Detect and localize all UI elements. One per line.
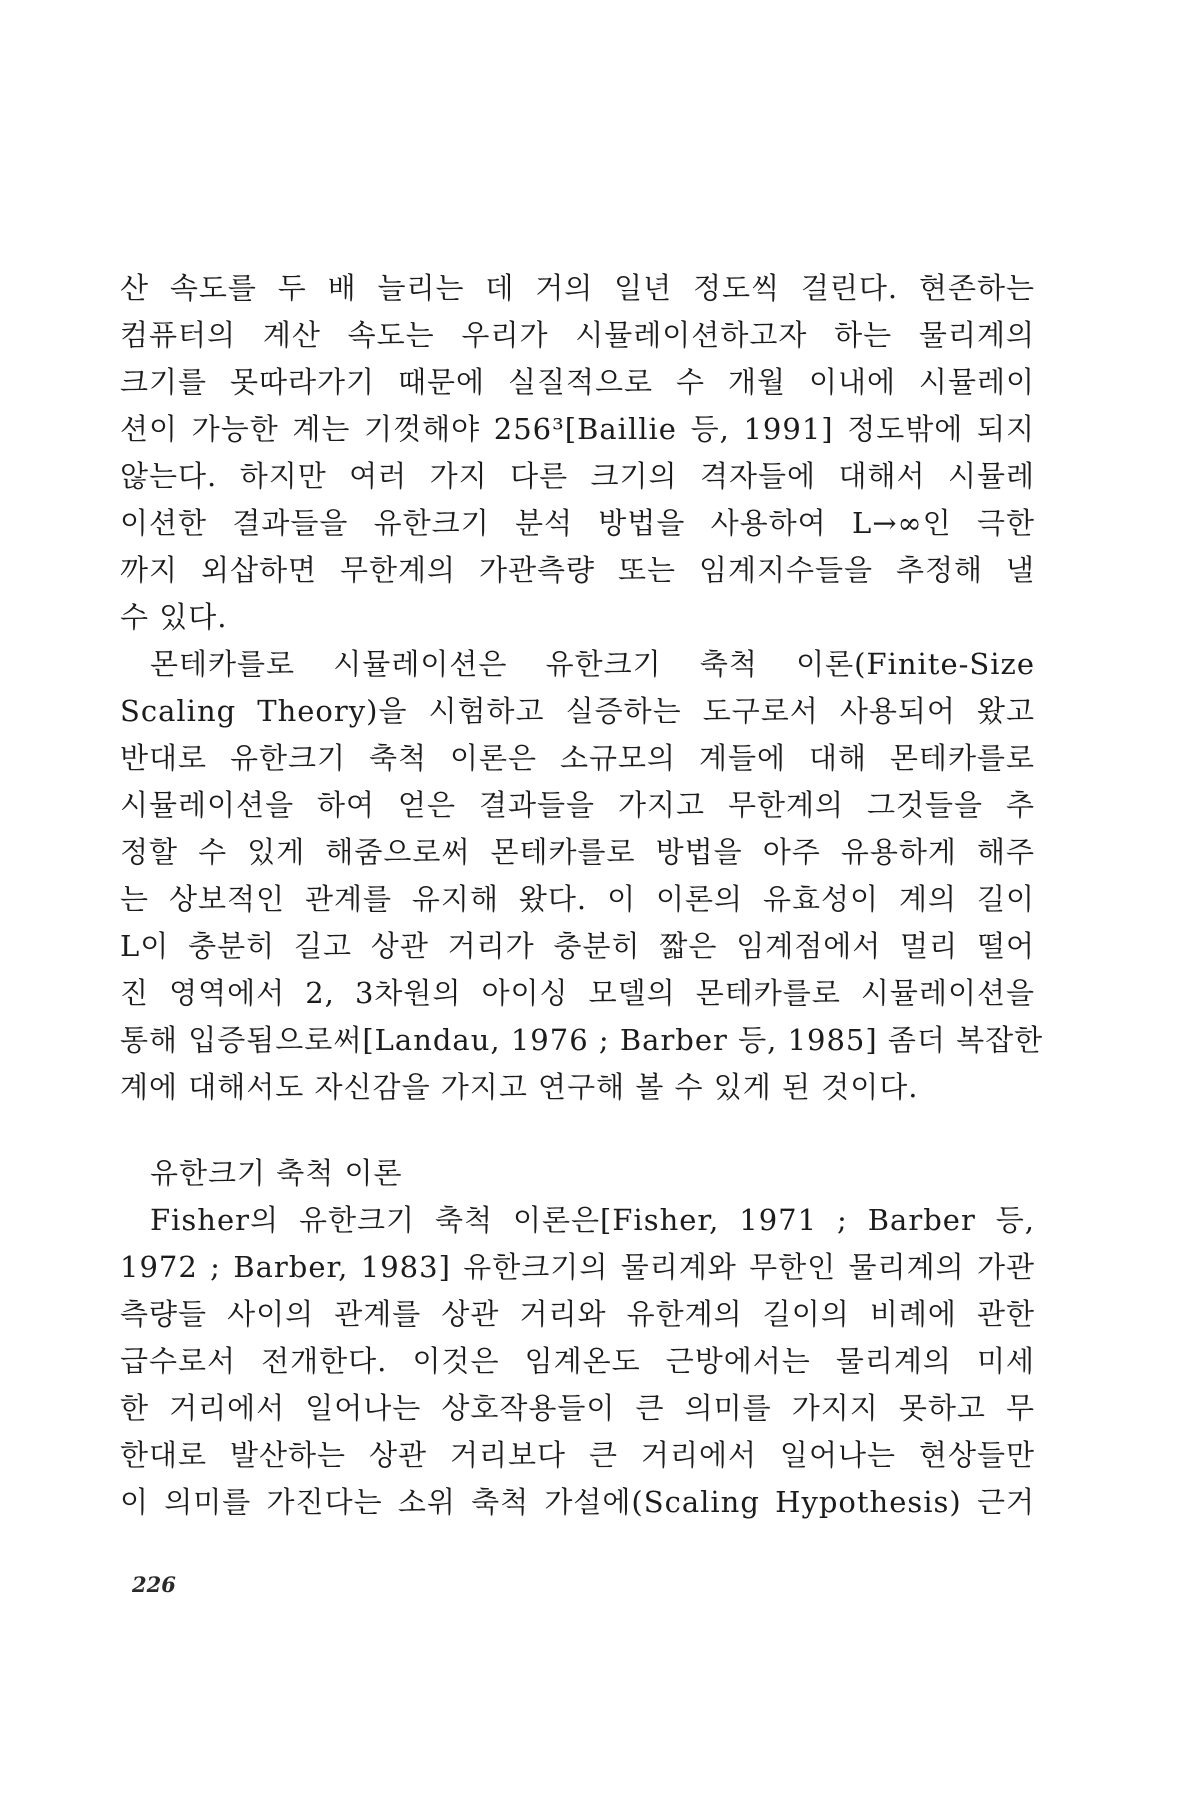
text-line: 한대로 발산하는 상관 거리보다 큰 거리에서 일어나는 현상들만 — [120, 1438, 1035, 1472]
text-line: 반대로 유한크기 축척 이론은 소규모의 계들에 대해 몬테카를로 — [120, 741, 1035, 775]
text-line: 진 영역에서 2, 3차원의 아이싱 모델의 몬테카를로 시뮬레이션을 — [120, 976, 1035, 1010]
text-line: 크기를 못따라가기 때문에 실질적으로 수 개월 이내에 시뮬레이 — [120, 365, 1035, 399]
text-line: 정할 수 있게 해줌으로써 몬테카를로 방법을 아주 유용하게 해주 — [120, 835, 1035, 869]
text-line: 컴퓨터의 계산 속도는 우리가 시뮬레이션하고자 하는 물리계의 — [120, 318, 1035, 352]
text-line: 는 상보적인 관계를 유지해 왔다. 이 이론의 유효성이 계의 길이 — [120, 882, 1035, 916]
text-line: Fisher의 유한크기 축척 이론은[Fisher, 1971 ; Barber 등, — [150, 1203, 1035, 1237]
text-line: 이션한 결과들을 유한크기 분석 방법을 사용하여 L→∞인 극한 — [120, 506, 1035, 540]
text-line: 시뮬레이션을 하여 얻은 결과들을 가지고 무한계의 그것들을 추 — [120, 788, 1035, 822]
text-line: 수 있다. — [120, 600, 228, 634]
text-line: Scaling Theory)을 시험하고 실증하는 도구로서 사용되어 왔고 — [120, 694, 1035, 728]
text-line: 계에 대해서도 자신감을 가지고 연구해 볼 수 있게 된 것이다. — [120, 1070, 919, 1104]
page-number: 226 — [132, 1572, 176, 1597]
text-line: 한 거리에서 일어나는 상호작용들이 큰 의미를 가지지 못하고 무 — [120, 1391, 1035, 1425]
body-text-top — [120, 265, 1044, 1111]
text-line: 1972 ; Barber, 1983] 유한크기의 물리계와 무한인 물리계의 가관 — [120, 1250, 1035, 1284]
text-line: 측량들 사이의 관계를 상관 거리와 유한계의 길이의 비례에 관한 — [120, 1297, 1035, 1331]
text-line: 까지 외삽하면 무한계의 가관측량 또는 임계지수들을 추정해 낼 — [120, 553, 1035, 587]
text-line: 통해 입증됨으로써[Landau, 1976 ; Barber 등, 1985] 좀더 복잡한 — [120, 1023, 1044, 1057]
text-line: 이 의미를 가진다는 소위 축척 가설에(Scaling Hypothesis) 근거 — [120, 1485, 1035, 1519]
text-line: 션이 가능한 계는 기껏해야 256³[Baillie 등, 1991] 정도밖에 되지 — [120, 412, 1035, 446]
text-line: L이 충분히 길고 상관 거리가 충분히 짧은 임계점에서 멀리 떨어 — [120, 929, 1035, 963]
text-line: 산 속도를 두 배 늘리는 데 거의 일년 정도씩 걸린다. 현존하는 — [120, 271, 1035, 305]
section-heading: 유한크기 축척 이론 — [150, 1156, 403, 1190]
body-text-bottom — [120, 1150, 1035, 1526]
text-line: 급수로서 전개한다. 이것은 임계온도 근방에서는 물리계의 미세 — [120, 1344, 1035, 1378]
text-line: 않는다. 하지만 여러 가지 다른 크기의 격자들에 대해서 시뮬레 — [120, 459, 1035, 493]
text-line: 몬테카를로 시뮬레이션은 유한크기 축척 이론(Finite-Size — [150, 647, 1035, 681]
